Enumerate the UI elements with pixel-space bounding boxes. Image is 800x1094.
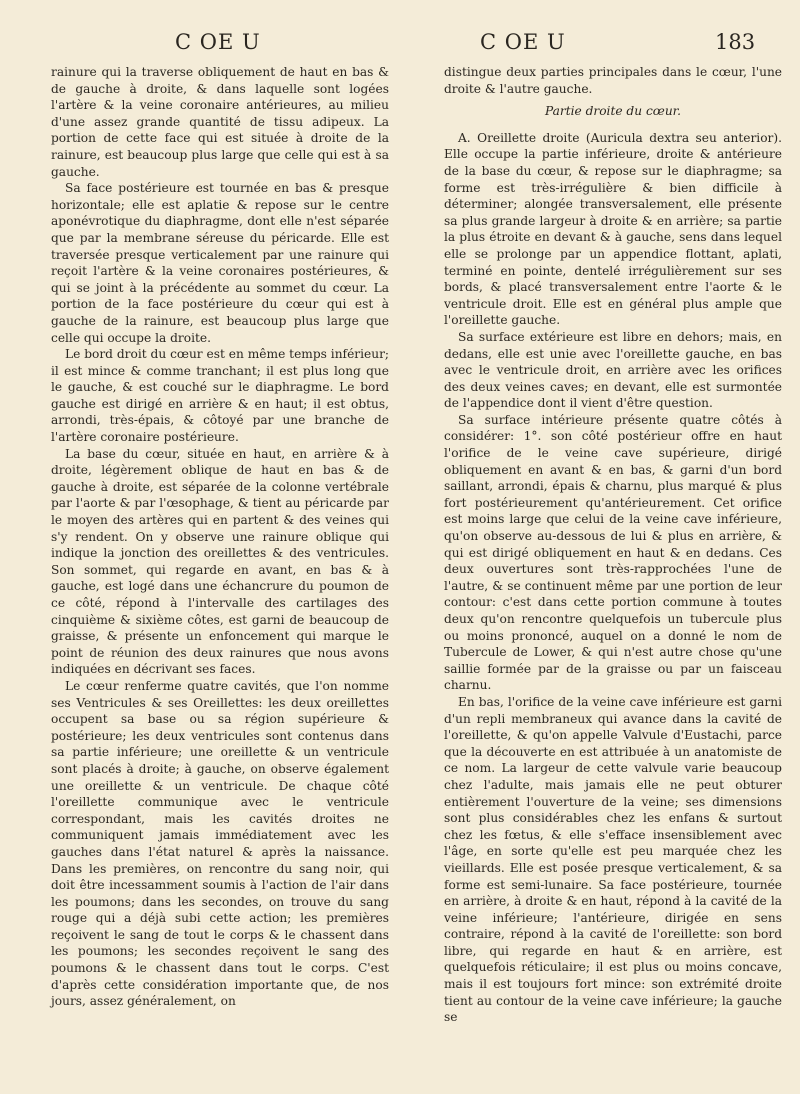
paragraph: Le bord droit du cœur est en même temps inférieur; il est mince & comme tranchant; il est plus long que le gauche, & est couché sur le diaphragme. Le bord gauche est dirigé en arrière & en haut; il est obtus, arrondi, très-épais, & côtoyé par une branche de l'artère coronaire postérieure. [51, 347, 389, 445]
paragraph: Sa surface extérieure est libre en dehors; mais, en dedans, elle est unie avec l'oreillette gauche, en bas avec le ventricule droit, en arrière avec les orifices des deux veines caves; en devant, elle est surmontée de l'appendice dont il vient d'être question. [444, 329, 782, 411]
header-right-title: C OE U [480, 30, 566, 54]
paragraph: En bas, l'orifice de la veine cave inférieure est garni d'un repli membraneux qui avance dans la cavité de l'oreillette, & qu'on appelle Valvule d'Eustachi, parce que la découverte en est attribuée à un anatomiste de ce nom. La largeur de cette valvule varie beaucoup chez l'adulte, mais jamais elle ne peut obturer entièrement l'ouverture de la veine; ses dimensions sont plus considérables chez les enfans & surtout chez les fœtus, & elle s'efface insensiblement avec l'âge, en sorte qu'elle est peu marquée chez les vieillards. Elle est posée presque verticalement, & sa forme est semi-lunaire. Sa face postérieure, tournée en arrière, à droite & en haut, répond à la cavité de la veine inférieure; l'antérieure, dirigée en sens contraire, répond à la cavité de l'oreillette: son bord libre, qui regarde en haut & en arrière, est quelquefois réticulaire; il est plus ou moins concave, mais il est toujours fort mince: son extrémité droite tient au contour de la veine cave inférieure; la gauche se [444, 694, 782, 1025]
left-column [51, 64, 389, 1010]
paragraph: Sa face postérieure est tournée en bas & presque horizontale; elle est aplatie & repose sur le centre aponévrotique du diaphragme, dont elle n'est séparée que par la membrane séreuse du péricarde. Elle est traversée presque verticalement par une rainure qui reçoit l'artère & la veine coronaires postérieures, & qui se joint à la précédente au sommet du cœur. La portion de la face postérieure du cœur qui est à gauche de la rainure, est beaucoup plus large que celle qui occupe la droite. [51, 181, 389, 345]
right-column [444, 64, 782, 1026]
paragraph: Sa surface intérieure présente quatre côtés à considérer: 1°. son côté postérieur offre en haut l'orifice de le veine cave supérieure, dirigé obliquement en avant & en bas, & garni d'un bord saillant, arrondi, épais & charnu, plus marqué & plus fort postérieurement qu'antérieurement. Cet orifice est moins large que celui de la veine cave inférieure, qu'on observe au-dessous de lui & plus en arrière, & qui est dirigé obliquement en haut & en dedans. Ces deux ouvertures sont très-rapprochées l'une de l'autre, & se continuent même par une portion de leur contour: c'est dans cette portion commune à toutes deux qu'on rencontre quelquefois un tubercule plus ou moins prononcé, auquel on a donné le nom de Tubercule de Lower, & qui n'est autre chose qu'une saillie formée par de la graisse ou par un faisceau charnu. [444, 412, 782, 693]
page-number: 183 [715, 30, 756, 54]
paragraph: rainure qui la traverse obliquement de haut en bas & de gauche à droite, & dans laquelle sont logées l'artère & la veine coronaire antérieures, au milieu d'une assez grande quantité de tissu adipeux. La portion de cette face qui est située à droite de la rainure, est beaucoup plus large que celle qui est à sa gauche. [51, 65, 389, 179]
running-header [0, 30, 800, 60]
section-title: Partie droite du cœur. [544, 104, 682, 119]
paragraph: Le cœur renferme quatre cavités, que l'on nomme ses Ventricules & ses Oreillettes: les deux oreillettes occupent sa base ou sa région supérieure & postérieure; les deux ventricules sont contenus dans sa partie inférieure; une oreillette & un ventricule sont placés à droite; à gauche, on observe également une oreillette & un ventricule. De chaque côté l'oreillette communique avec le ventricule correspondant, mais les cavités droites ne communiquent jamais immédiatement avec les gauches dans l'état naturel & après la naissance. Dans les premières, on rencontre du sang noir, qui doit être incessamment soumis à l'action de l'air dans les poumons; dans les secondes, on trouve du sang rouge qui a déjà subi cette action; les premières reçoivent le sang de tout le corps & le chassent dans les poumons; les secondes reçoivent le sang des poumons & le chassent dans tout le corps. C'est d'après cette considération importante que, de nos jours, assez généralement, on [51, 678, 389, 1009]
header-left-title: C OE U [175, 30, 261, 54]
paragraph: La base du cœur, située en haut, en arrière & à droite, légèrement oblique de haut en bas & de gauche à droite, est séparée de la colonne vertébrale par l'aorte & par l'œsophage, & tient au péricarde par le moyen des artères qui en partent & des veines qui s'y rendent. On y observe une rainure oblique qui indique la jonction des oreillettes & des ventricules. Son sommet, qui regarde en avant, en bas & à gauche, est logé dans une échancrure du poumon de ce côté, répond à l'intervalle des cartilages des cinquième & sixième côtes, est garni de beaucoup de graisse, & présente un enfoncement qui marque le point de réunion des deux rainures que nous avons indiquées en décrivant ses faces. [51, 446, 389, 677]
paragraph: A. Oreillette droite (Auricula dextra seu anterior). Elle occupe la partie inférieure, droite & antérieure de la base du cœur, & repose sur le diaphragme; sa forme est très-irrégulière & bien difficile à déterminer; alongée transversalement, elle présente sa plus grande largeur à droite & en arrière; sa partie la plus étroite en devant & à gauche, sens dans lequel elle se prolonge par un appendice flottant, aplati, terminé en pointe, dentelé irrégulièrement sur ses bords, & placé transversalement entre l'aorte & le ventricule droit. Elle est en général plus ample que l'oreillette gauche. [444, 130, 782, 328]
paragraph: distingue deux parties principales dans le cœur, l'une droite & l'autre gauche. [444, 65, 782, 96]
